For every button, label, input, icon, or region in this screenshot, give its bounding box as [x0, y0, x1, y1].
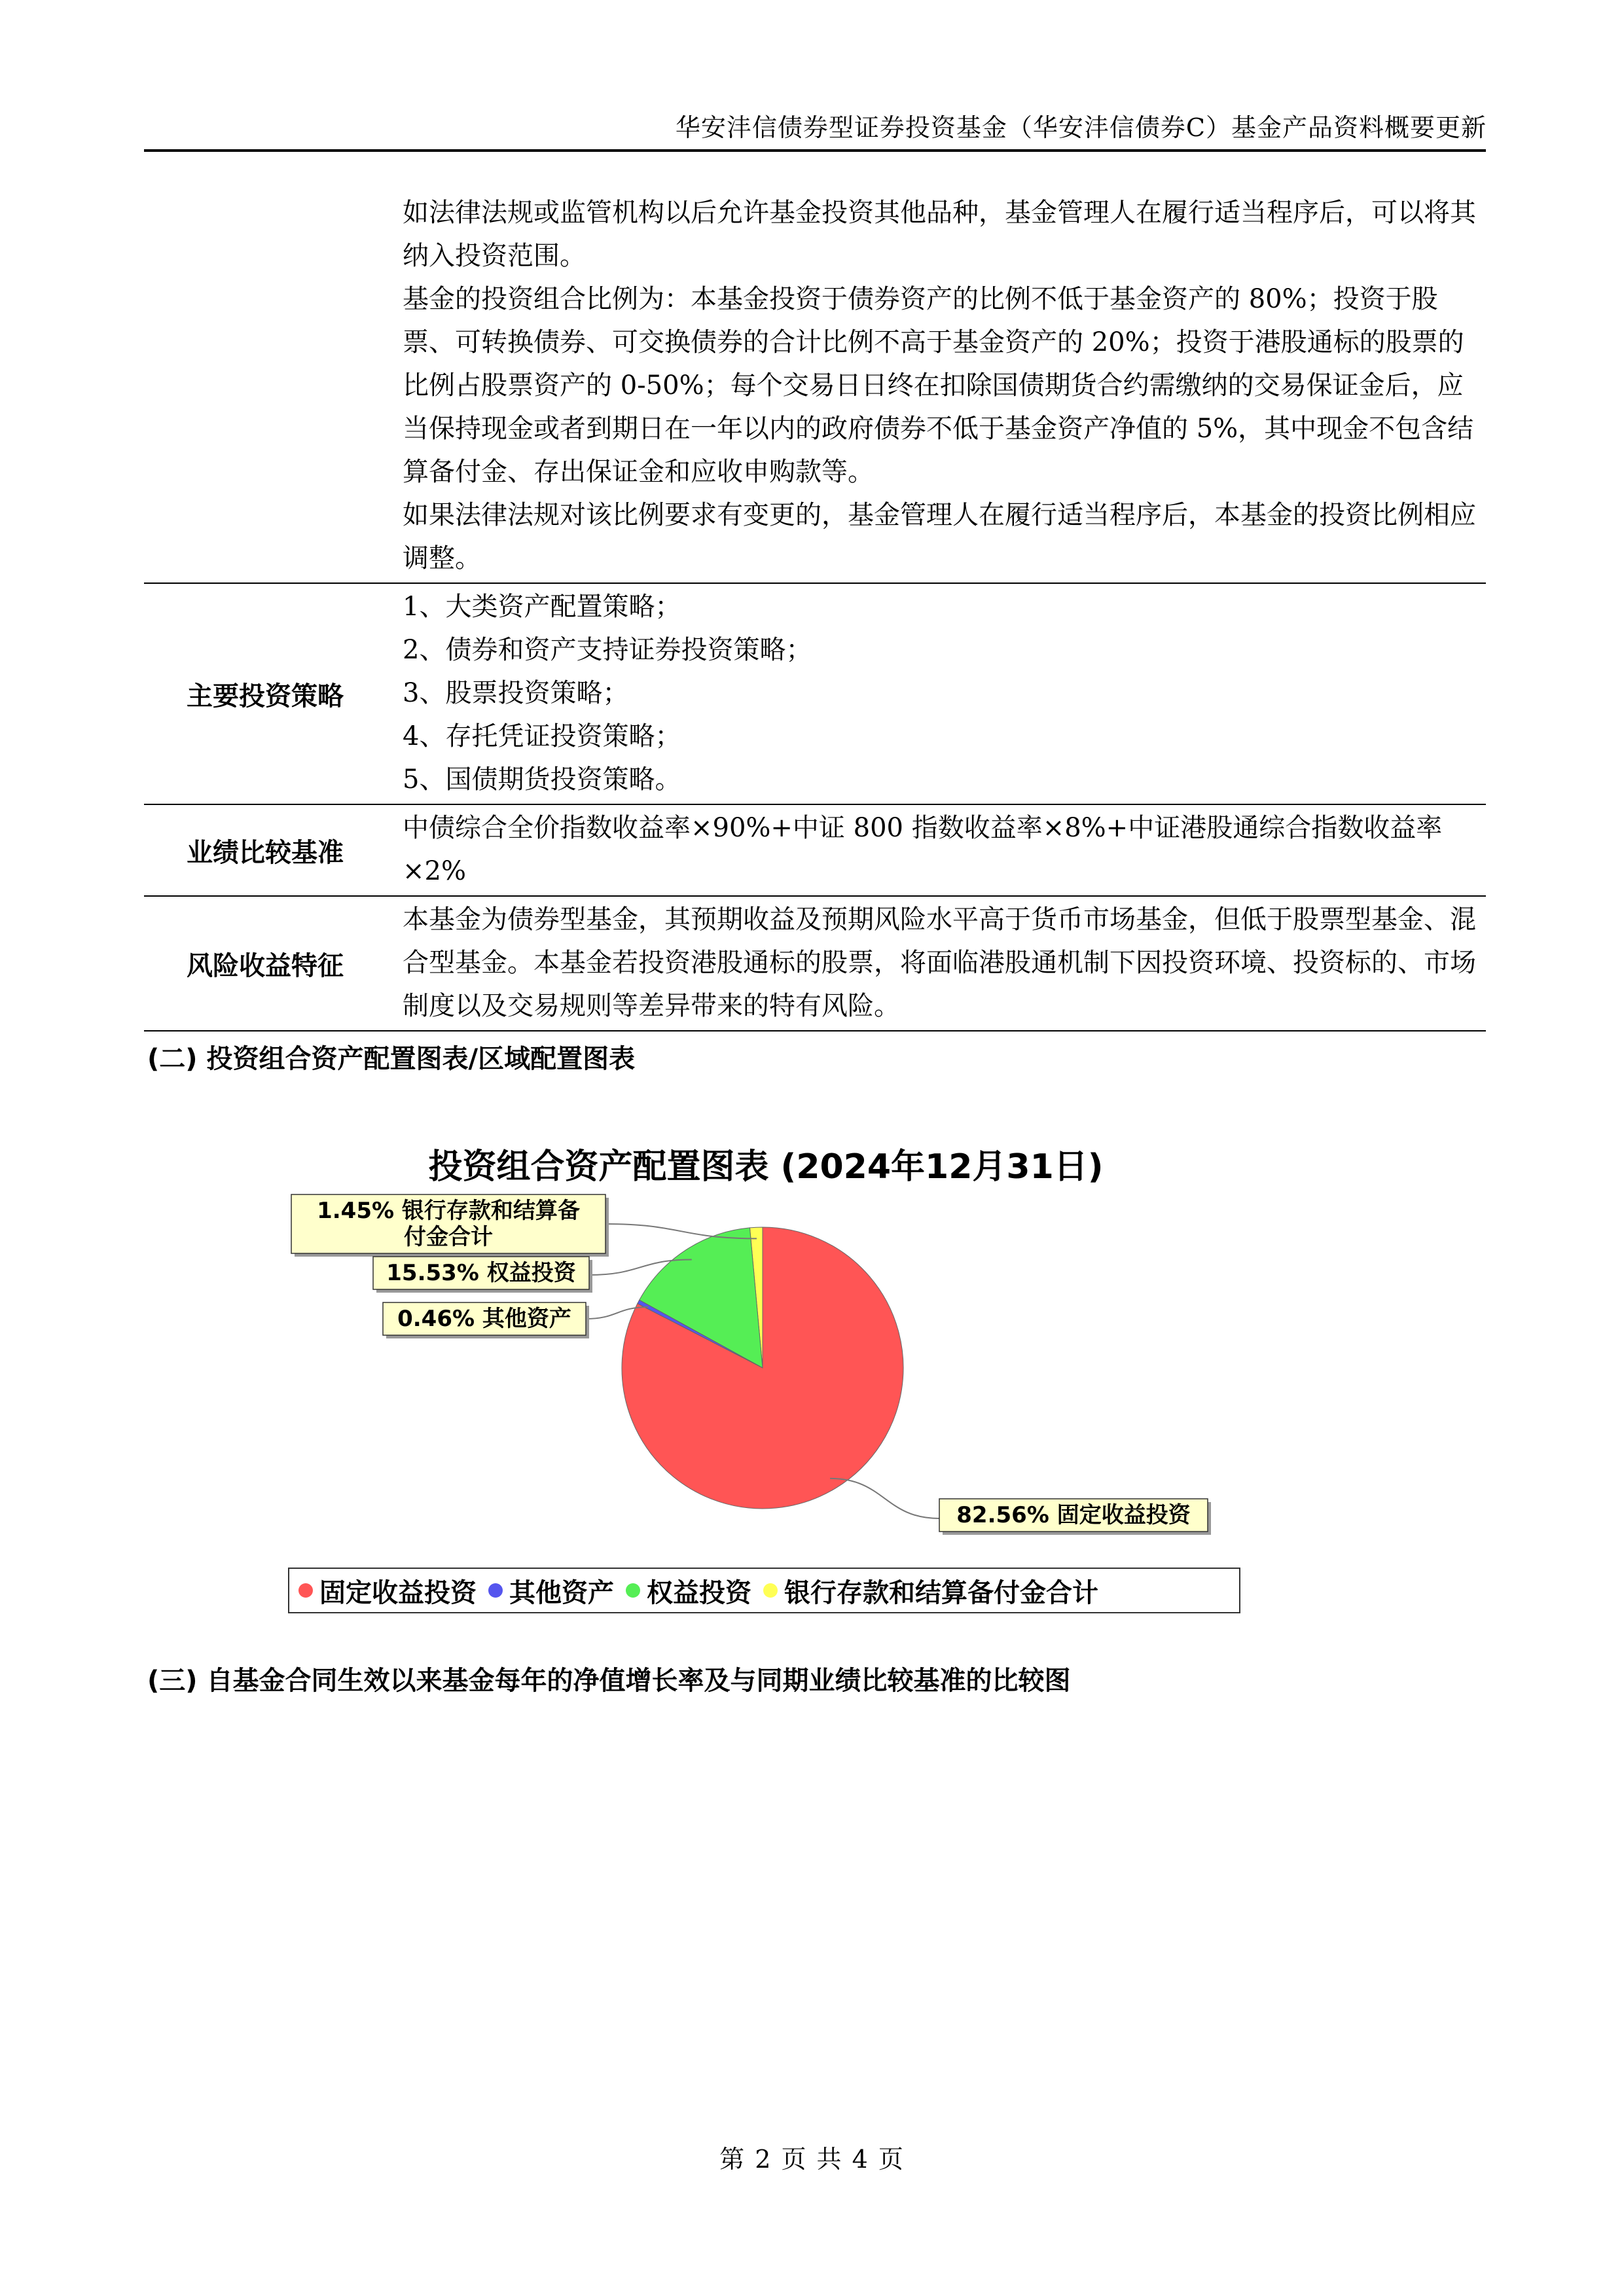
table-row-strategy: [144, 583, 1486, 804]
row-label: 主要投资策略: [187, 681, 344, 711]
legend-item: [488, 1572, 614, 1609]
chart-title: 投资组合资产配置图表 (2024年12月31日): [428, 1147, 1104, 1187]
legend-label: 权益投资: [647, 1577, 751, 1608]
strategy-item: 4、存托凭证投资策略；: [403, 721, 681, 751]
callout-label: 15.53% 权益投资: [386, 1260, 576, 1286]
row-content: [403, 805, 1476, 895]
strategy-item: 3、股票投资策略；: [403, 678, 629, 708]
section-heading-asset-allocation: (二) 投资组合资产配置图表/区域配置图表: [147, 1044, 636, 1074]
legend-label: 银行存款和结算备付金合计: [784, 1577, 1098, 1608]
paragraph: 基金的投资组合比例为：本基金投资于债券资产的比例不低于基金资产的 80%；投资于股票、可转换债券、可交换债券的合计比例不高于基金资产的 20%；投资于港股通标的股票的比例占股票资产的 0-50%；每个交易日日终在扣除国债期货合约需缴纳的交易保证金后，应当保持现金或者到期日在一年以内的政府债券不低于基金资产净值的 5%，其中现金不包含结算备付金、存出保证金和应收申购款等。: [403, 284, 1474, 487]
pie-chart-svg: [275, 1126, 1257, 1623]
callout-leader-line: [830, 1479, 939, 1518]
callout-label: 付金合计: [404, 1224, 493, 1250]
table-row-benchmark: [144, 804, 1486, 895]
legend-label: 其他资产: [509, 1577, 614, 1608]
paragraph: 中债综合全价指数收益率×90%+中证 800 指数收益率×8%+中证港股通综合指数收益率×2%: [403, 813, 1443, 886]
legend-item: [298, 1572, 477, 1609]
row-label: 风险收益特征: [187, 950, 344, 981]
table-row-risk-return: [144, 895, 1486, 1031]
legend-dot-icon: [763, 1583, 778, 1598]
chart-legend: [288, 1568, 1240, 1613]
legend-dot-icon: [298, 1583, 313, 1598]
row-label: 业绩比较基准: [187, 837, 344, 868]
table-row-investment-scope: [144, 190, 1486, 583]
legend-dot-icon: [626, 1583, 640, 1598]
callout-label: 82.56% 固定收益投资: [956, 1502, 1191, 1528]
callout-label: 1.45% 银行存款和结算备: [317, 1198, 580, 1224]
strategy-item: 5、国债期货投资策略。: [403, 764, 681, 795]
document-header-title: 华安沣信债券型证券投资基金（华安沣信债券C）基金产品资料概要更新: [675, 113, 1487, 142]
header-rule: [144, 149, 1486, 152]
legend-item: [626, 1572, 751, 1609]
callout-label: 0.46% 其他资产: [397, 1306, 571, 1332]
row-content: [403, 897, 1476, 1030]
page-footer: 第 2 页 共 4 页: [719, 2145, 905, 2174]
row-content: [403, 190, 1476, 583]
legend-dot-icon: [488, 1583, 503, 1598]
paragraph: 本基金为债券型基金，其预期收益及预期风险水平高于货币市场基金，但低于股票型基金、混合型基金。本基金若投资港股通标的股票，将面临港股通机制下因投资环境、投资标的、市场制度以及交易规则等差异带来的特有风险。: [403, 905, 1476, 1021]
paragraph: 如法律法规或监管机构以后允许基金投资其他品种，基金管理人在履行适当程序后，可以将其纳入投资范围。: [403, 198, 1476, 271]
product-info-table: [144, 190, 1486, 1031]
legend-label: 固定收益投资: [319, 1577, 477, 1608]
strategy-item: 1、大类资产配置策略；: [403, 592, 681, 622]
section-heading-nav-growth: (三) 自基金合同生效以来基金每年的净值增长率及与同期业绩比较基准的比较图: [147, 1666, 1071, 1696]
legend-item: [763, 1572, 1098, 1609]
asset-allocation-chart: [275, 1126, 1257, 1623]
paragraph: 如果法律法规对该比例要求有变更的，基金管理人在履行适当程序后，本基金的投资比例相应调整。: [403, 500, 1476, 573]
row-content: [403, 584, 1476, 804]
strategy-item: 2、债券和资产支持证券投资策略；: [403, 635, 812, 665]
